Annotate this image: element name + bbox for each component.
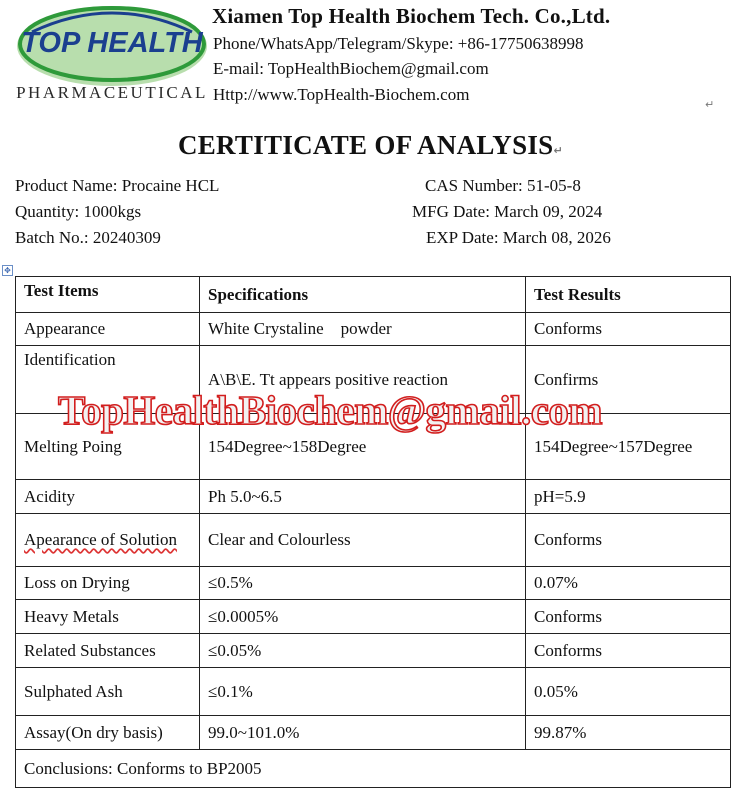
specification: White Crystaline powder [200, 313, 526, 346]
paragraph-mark-icon: ↵ [705, 98, 715, 111]
table-header-row [16, 277, 731, 313]
header-specifications: Specifications [200, 277, 526, 313]
test-item: Assay(On dry basis) [16, 716, 200, 750]
logo-subtext: PHARMACEUTICAL [16, 83, 208, 102]
paragraph-mark-icon: ↵ [553, 144, 564, 157]
email-watermark: TopHealthBiochem@gmail.com [58, 387, 603, 433]
test-result: 154Degree~157Degree [526, 414, 731, 480]
test-result: 0.07% [526, 567, 731, 600]
table-row [16, 668, 731, 716]
specification: Clear and Colourless [200, 514, 526, 567]
test-item: Heavy Metals [16, 600, 200, 634]
test-result: Confirms [526, 346, 731, 414]
table-row [16, 414, 731, 480]
test-result: 99.87% [526, 716, 731, 750]
batch-no: Batch No.: 20240309 [15, 228, 161, 247]
conclusion-row [16, 750, 731, 788]
specification: ≤0.0005% [200, 600, 526, 634]
header-test-results: Test Results [526, 277, 731, 313]
specification: Ph 5.0~6.5 [200, 480, 526, 514]
table-row [16, 716, 731, 750]
table-row [16, 514, 731, 567]
contact-website: Http://www.TopHealth-Biochem.com [213, 85, 470, 104]
test-result: Conforms [526, 600, 731, 634]
specification: ≤0.05% [200, 634, 526, 668]
test-result: 0.05% [526, 668, 731, 716]
test-item: Appearance [16, 313, 200, 346]
test-result: Conforms [526, 634, 731, 668]
contact-email: E-mail: TopHealthBiochem@gmail.com [213, 59, 489, 78]
specification: 154Degree~158Degree [200, 414, 526, 480]
document-title: CERTITICATE OF ANALYSIS↵ [177, 130, 564, 160]
test-result: Conforms [526, 514, 731, 567]
test-item: Related Substances [16, 634, 200, 668]
test-result: Conforms [526, 313, 731, 346]
mfg-date: MFG Date: March 09, 2024 [412, 202, 603, 221]
header-test-items: Test Items [16, 277, 200, 313]
table-row [16, 600, 731, 634]
logo-text: TOP HEALTH [21, 27, 203, 59]
test-item: Loss on Drying [16, 567, 200, 600]
specification: 99.0~101.0% [200, 716, 526, 750]
test-item: Apearance of Solution [16, 514, 200, 567]
specification: A\B\E. Tt appears positive reaction [200, 346, 526, 414]
company-name: Xiamen Top Health Biochem Tech. Co.,Ltd. [212, 4, 611, 28]
test-result: pH=5.9 [526, 480, 731, 514]
contact-phone: Phone/WhatsApp/Telegram/Skype: +86-17750638998 [213, 34, 584, 53]
move-handle-icon[interactable]: ✥ [2, 265, 13, 276]
conclusion: Conclusions: Conforms to BP2005 [16, 750, 731, 788]
test-item: Acidity [16, 480, 200, 514]
test-item: Melting Poing [16, 414, 200, 480]
cas-number: CAS Number: 51-05-8 [425, 176, 581, 195]
specification: ≤0.1% [200, 668, 526, 716]
quantity: Quantity: 1000kgs [15, 202, 142, 221]
table-row [16, 480, 731, 514]
table-row [16, 346, 731, 414]
table-row [16, 313, 731, 346]
table-row [16, 567, 731, 600]
company-logo [14, 2, 210, 112]
exp-date: EXP Date: March 08, 2026 [426, 228, 611, 247]
table-row [16, 634, 731, 668]
analysis-table [15, 276, 731, 788]
specification: ≤0.5% [200, 567, 526, 600]
test-item: Identification [16, 346, 200, 414]
test-item: Sulphated Ash [16, 668, 200, 716]
product-name: Product Name: Procaine HCL [15, 176, 220, 195]
